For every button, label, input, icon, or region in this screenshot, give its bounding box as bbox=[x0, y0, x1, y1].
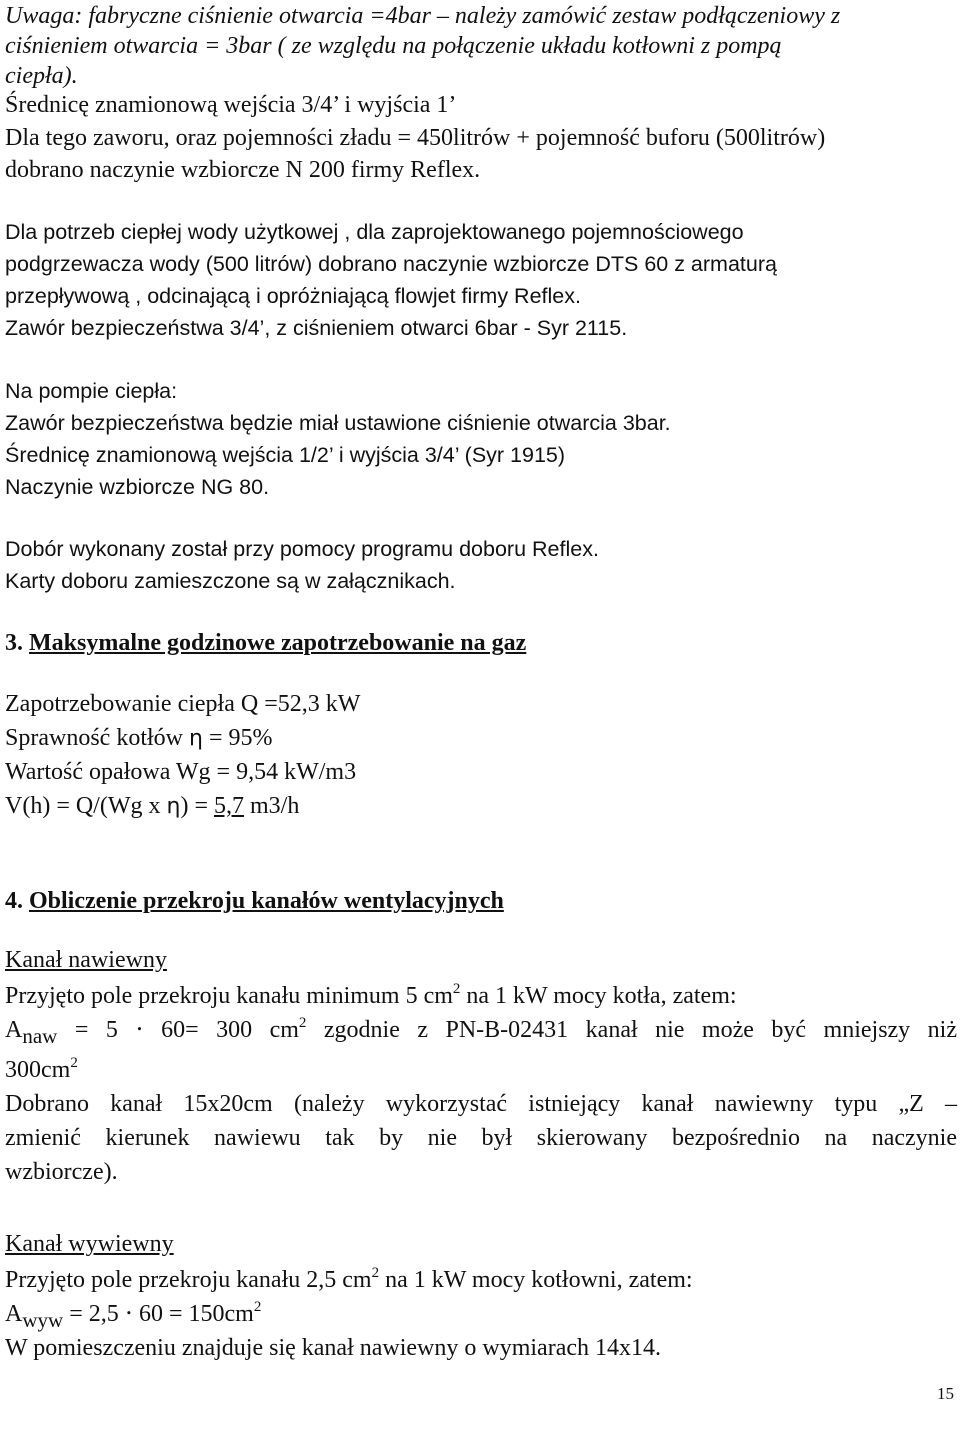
section-4-title: Obliczenie przekroju kanałów wentylacyjnych bbox=[29, 888, 504, 914]
volume-formula-line: V(h) = Q/(Wg x η) = 5,7 m3/h bbox=[5, 793, 300, 819]
dhw-line-2: podgrzewacza wody (500 litrów) dobrano naczynie wzbiorcze DTS 60 z armaturą bbox=[5, 252, 777, 276]
note-line-2: ciśnieniem otwarcia = 3bar ( ze względu na połączenie układu kotłowni z pompą bbox=[5, 33, 782, 59]
supply-line-1: Przyjęto pole przekroju kanału minimum 5 $cm^2$ na 1 kW mocy kotła, zatem: bbox=[5, 981, 737, 1009]
eta-symbol: η bbox=[166, 794, 181, 819]
calorific-value-line: Wartość opałowa Wg = 9,54 kW/m3 bbox=[5, 759, 357, 785]
note-line-5: Dla tego zaworu, oraz pojemności zładu = 450litrów + pojemność buforu (500litrów) bbox=[5, 125, 826, 151]
heat-pump-line-3: Naczynie wzbiorcze NG 80. bbox=[5, 475, 270, 499]
dhw-line-3: przepływową , odcinającą i opróżniającą flowjet firmy Reflex. bbox=[5, 284, 581, 308]
exhaust-formula-line: $A_{wyw} = 2,5 \cdot 60 = 150cm^2$ bbox=[5, 1299, 262, 1332]
gas-demand-line: Zapotrzebowanie ciepła Q =52,3 kW bbox=[5, 691, 361, 717]
supply-line-6: wzbiorcze). bbox=[5, 1159, 118, 1185]
section-4-number: 4. bbox=[5, 888, 23, 914]
note-line-6: dobrano naczynie wzbiorcze N 200 firmy Reflex. bbox=[5, 157, 481, 183]
supply-channel-heading: Kanał nawiewny bbox=[5, 947, 167, 973]
selection-line-2: Karty doboru zamieszczone są w załącznikach. bbox=[5, 569, 456, 593]
selection-line-1: Dobór wykonany został przy pomocy programu doboru Reflex. bbox=[5, 537, 599, 561]
volume-result: 5,7 bbox=[213, 793, 244, 819]
section-3-number: 3. bbox=[5, 630, 23, 656]
note-line-4: Średnicę znamionową wejścia 3/4’ i wyjścia 1’ bbox=[5, 92, 457, 118]
note-line-3: ciepła). bbox=[5, 63, 78, 89]
exhaust-line-3: W pomieszczeniu znajduje się kanał nawiewny o wymiarach 14x14. bbox=[5, 1335, 662, 1361]
section-3-title: Maksymalne godzinowe zapotrzebowanie na gaz bbox=[29, 630, 527, 656]
dhw-line-4: Zawór bezpieczeństwa 3/4’, z ciśnieniem otwarci 6bar - Syr 2115. bbox=[5, 316, 628, 340]
supply-line-5: zmienić kierunek nawiewu tak by nie był skierowany bezpośrednio na naczynie bbox=[5, 1125, 957, 1151]
supply-line-4: Dobrano kanał 15x20cm (należy wykorzystać istniejący kanał nawiewny typu „Z – bbox=[5, 1091, 957, 1117]
eta-symbol: η bbox=[188, 726, 203, 751]
multiply-dot: ⋅ bbox=[124, 1301, 133, 1327]
page-number: 15 bbox=[937, 1384, 954, 1403]
heat-pump-line-2: Średnicę znamionową wejścia 1/2’ i wyjścia 3/4’ (Syr 1915) bbox=[5, 443, 566, 467]
boiler-efficiency-line: Sprawność kotłów η = 95% bbox=[5, 725, 273, 751]
heat-pump-line-1: Zawór bezpieczeństwa będzie miał ustawione ciśnienie otwarcia 3bar. bbox=[5, 411, 671, 435]
section-3-heading bbox=[5, 629, 526, 657]
multiply-dot: ⋅ bbox=[135, 1017, 144, 1043]
heat-pump-heading: Na pompie ciepła: bbox=[5, 379, 178, 403]
exhaust-line-1: Przyjęto pole przekroju kanału 2,5 $cm^2$ na 1 kW mocy kotłowni, zatem: bbox=[5, 1265, 693, 1293]
exhaust-channel-heading: Kanał wywiewny bbox=[5, 1231, 174, 1257]
note-line-1: Uwaga: fabryczne ciśnienie otwarcia =4bar – należy zamówić zestaw podłączeniowy z bbox=[5, 3, 841, 29]
supply-line-3: $300cm^2$ bbox=[5, 1055, 78, 1083]
supply-formula-line: $A_{naw} = 5 \cdot 60= 300$ $cm^2$ zgodnie z PN-B-02431 kanał nie może być mniejszy niż bbox=[5, 1015, 957, 1048]
section-4-heading bbox=[5, 887, 504, 915]
dhw-line-1: Dla potrzeb ciepłej wody użytkowej , dla zaprojektowanego pojemnościowego bbox=[5, 220, 744, 244]
